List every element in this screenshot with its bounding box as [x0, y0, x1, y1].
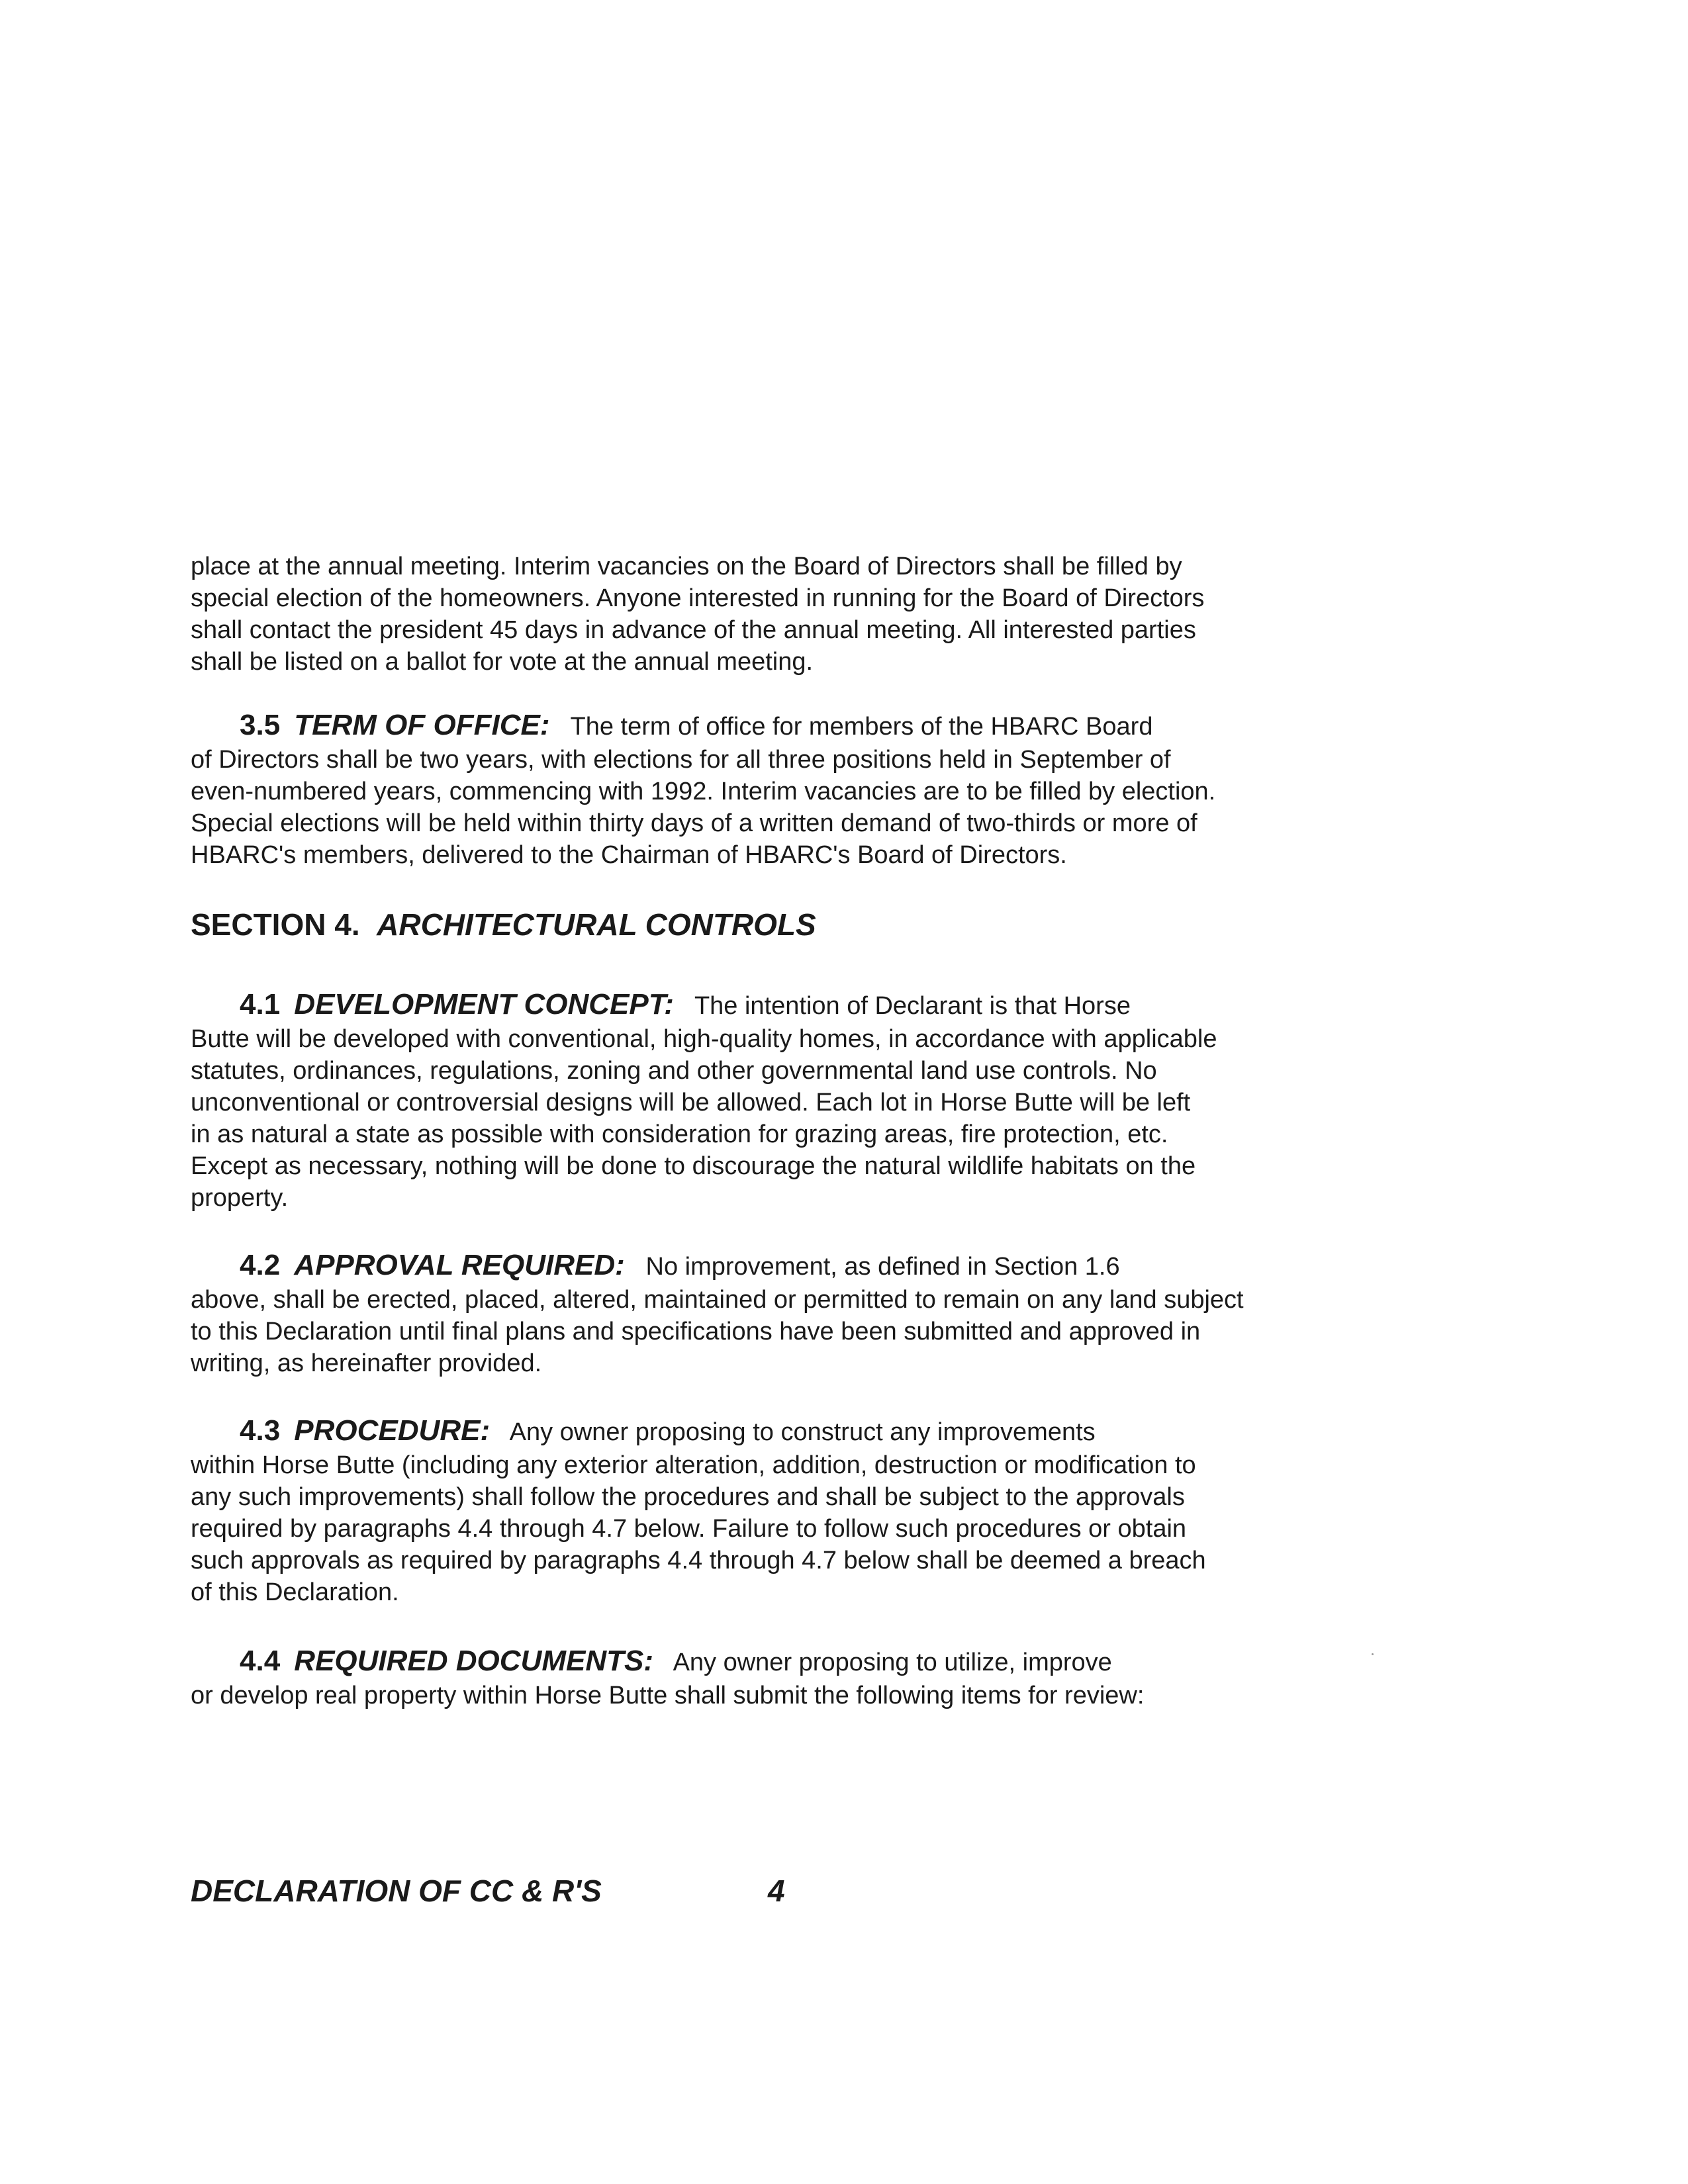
- subsection-number: 4.2: [240, 1249, 281, 1281]
- scan-speck: [1372, 1653, 1374, 1655]
- paragraph-line: shall be listed on a ballot for vote at the annual meeting.: [191, 648, 814, 676]
- section-heading: [191, 907, 816, 942]
- footer-title: DECLARATION OF CC & R'S: [191, 1874, 602, 1908]
- paragraph-line: property.: [191, 1184, 289, 1212]
- paragraph-line: statutes, ordinances, regulations, zoning and other governmental land use controls. No: [191, 1057, 1157, 1085]
- subsection-heading-4-1: [240, 989, 1131, 1022]
- paragraph-line: Except as necessary, nothing will be done to discourage the natural wildlife habitats on the: [191, 1152, 1196, 1180]
- subsection-heading-4-2: [240, 1250, 1120, 1283]
- paragraph-line: even-numbered years, commencing with 1992. Interim vacancies are to be filled by election.: [191, 778, 1216, 805]
- paragraph-line: such approvals as required by paragraphs 4.4 through 4.7 below shall be deemed a breach: [191, 1547, 1206, 1574]
- paragraph-line: within Horse Butte (including any exterior alteration, addition, destruction or modification to: [191, 1451, 1196, 1479]
- paragraph-line: place at the annual meeting. Interim vacancies on the Board of Directors shall be filled by: [191, 553, 1182, 580]
- paragraph-line: any such improvements) shall follow the procedures and shall be subject to the approvals: [191, 1483, 1185, 1511]
- subsection-title: TERM OF OFFICE:: [294, 709, 550, 741]
- paragraph-line: of Directors shall be two years, with elections for all three positions held in September of: [191, 746, 1171, 774]
- paragraph-line: unconventional or controversial designs will be allowed. Each lot in Horse Butte will be left: [191, 1089, 1191, 1116]
- subsection-heading-3-5: [240, 709, 1152, 743]
- paragraph-line: above, shall be erected, placed, altered, maintained or permitted to remain on any land subject: [191, 1286, 1244, 1314]
- paragraph-line: of this Declaration.: [191, 1578, 399, 1606]
- section-label: SECTION 4.: [191, 907, 360, 942]
- paragraph-line: to this Declaration until final plans and specifications have been submitted and approved in: [191, 1318, 1201, 1345]
- paragraph-line: in as natural a state as possible with consideration for grazing areas, fire protection, etc.: [191, 1120, 1168, 1148]
- subsection-title: DEVELOPMENT CONCEPT:: [294, 988, 674, 1021]
- paragraph-line: writing, as hereinafter provided.: [191, 1349, 542, 1377]
- subsection-title: PROCEDURE:: [294, 1414, 491, 1447]
- page-number: 4: [768, 1874, 785, 1908]
- paragraph-line: shall contact the president 45 days in advance of the annual meeting. All interested parties: [191, 616, 1196, 644]
- subsection-number: 3.5: [240, 709, 281, 741]
- paragraph-line: required by paragraphs 4.4 through 4.7 below. Failure to follow such procedures or obtain: [191, 1515, 1187, 1543]
- paragraph-line: Special elections will be held within thirty days of a written demand of two-thirds or more of: [191, 809, 1197, 837]
- subsection-number: 4.1: [240, 988, 281, 1021]
- subsection-first-line: No improvement, as defined in Section 1.6: [645, 1253, 1120, 1281]
- subsection-first-line: Any owner proposing to utilize, improve: [673, 1649, 1112, 1676]
- subsection-number: 4.4: [240, 1645, 281, 1677]
- subsection-heading-4-4: [240, 1645, 1112, 1678]
- paragraph-line: HBARC's members, delivered to the Chairman of HBARC's Board of Directors.: [191, 841, 1067, 869]
- paragraph-line: special election of the homeowners. Anyone interested in running for the Board of Directors: [191, 584, 1205, 612]
- paragraph-line: Butte will be developed with conventional, high-quality homes, in accordance with applicable: [191, 1025, 1217, 1053]
- section-title: ARCHITECTURAL CONTROLS: [377, 907, 816, 942]
- subsection-first-line: Any owner proposing to construct any improvements: [509, 1418, 1096, 1446]
- subsection-first-line: The intention of Declarant is that Horse: [694, 992, 1131, 1020]
- subsection-heading-4-3: [240, 1415, 1096, 1448]
- subsection-title: APPROVAL REQUIRED:: [294, 1249, 625, 1281]
- subsection-title: REQUIRED DOCUMENTS:: [294, 1645, 653, 1677]
- paragraph-line: or develop real property within Horse Butte shall submit the following items for review:: [191, 1682, 1145, 1709]
- subsection-first-line: The term of office for members of the HBARC Board: [570, 713, 1153, 741]
- subsection-number: 4.3: [240, 1414, 281, 1447]
